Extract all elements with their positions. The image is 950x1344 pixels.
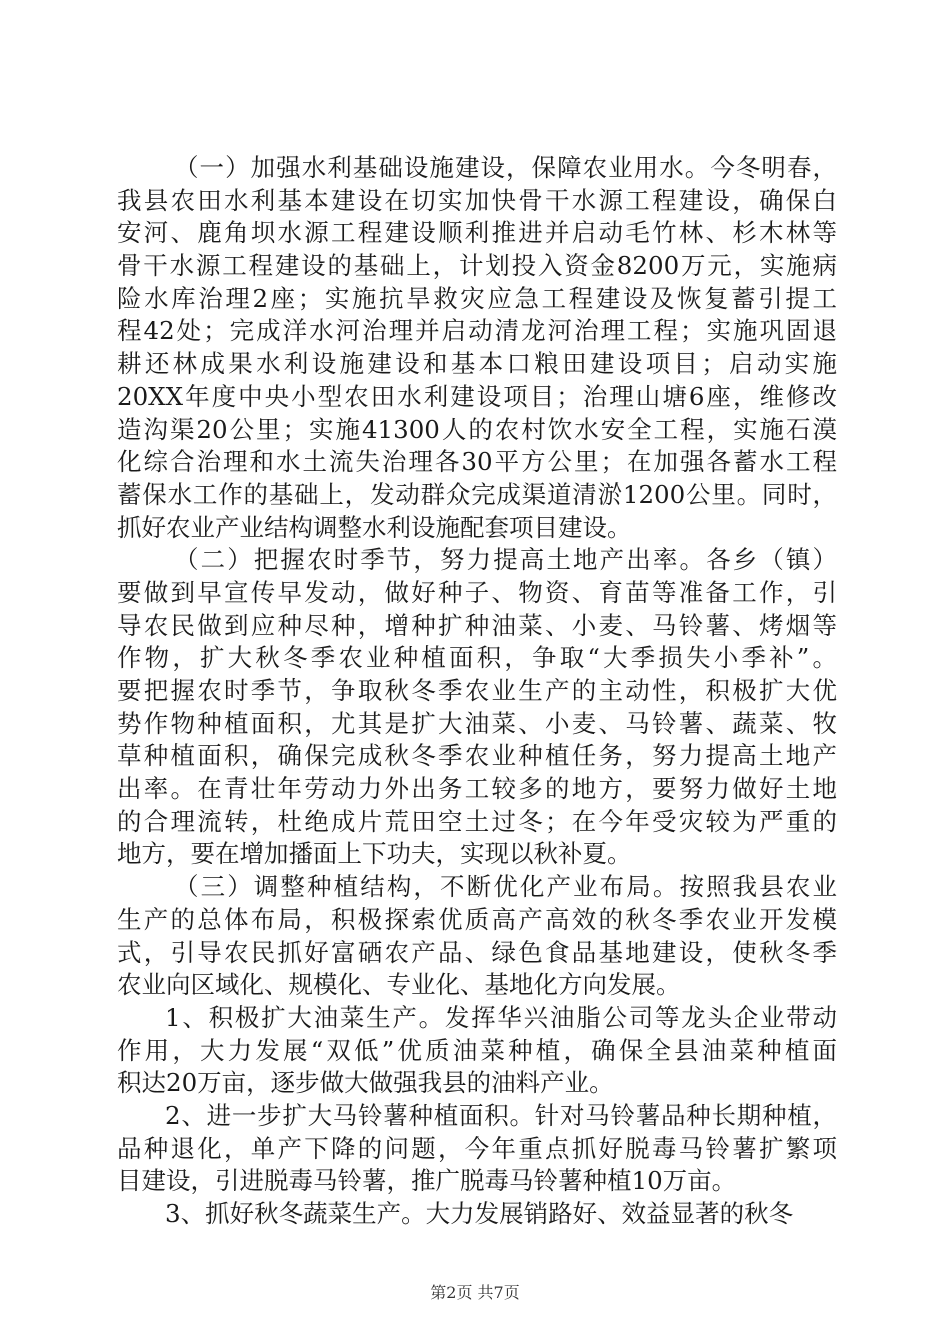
text-line: 安河、鹿角坝水源工程建设顺利推进并启动毛竹林、杉木林等 [117, 218, 837, 248]
text-line: 势作物种植面积，尤其是扩大油菜、小麦、马铃薯、蔬菜、牧 [117, 708, 837, 738]
text-line: 我县农田水利基本建设在切实加快骨干水源工程建设，确保白 [117, 185, 837, 215]
text-line: 导农民做到应种尽种，增种扩种油菜、小麦、马铃薯、烤烟等 [117, 610, 837, 640]
text-line: 生产的总体布局，积极探索优质高产高效的秋冬季农业开发模 [117, 904, 837, 934]
text-line: 2、进一步扩大马铃薯种植面积。针对马铃薯品种长期种植， [165, 1100, 837, 1130]
text-line: （一）加强水利基础设施建设，保障农业用水。今冬明春， [174, 153, 837, 182]
text-line: 蓄保水工作的基础上，发动群众完成渠道清淤1200公里。同时， [117, 479, 837, 509]
text-line: 地方，要在增加播面上下功夫，实现以秋补夏。 [117, 839, 632, 869]
text-line: 险水库治理2座；实施抗旱救灾应急工程建设及恢复蓄引提工 [117, 283, 837, 313]
text-line: （三）调整种植结构，不断优化产业布局。按照我县农业 [174, 872, 837, 902]
paragraph [117, 1100, 837, 1198]
text-line: 耕还林成果水利设施建设和基本口粮田建设项目；启动实施 [117, 349, 837, 379]
text-line: 要把握农时季节，争取秋冬季农业生产的主动性，积极扩大优 [117, 676, 837, 705]
text-line: 抓好农业产业结构调整水利设施配套项目建设。 [117, 512, 632, 542]
page-footer: 第2页 共7页 [430, 1283, 520, 1302]
text-line: 1、积极扩大油菜生产。发挥华兴油脂公司等龙头企业带动 [165, 1002, 837, 1032]
text-line: 作物，扩大秋冬季农业种植面积，争取“大季损失小季补”。 [117, 643, 837, 673]
text-line: 20XX年度中央小型农田水利建设项目；治理山塘6座，维修改 [117, 381, 837, 411]
text-line: 要做到早宣传早发动，做好种子、物资、育苗等准备工作，引 [117, 577, 837, 607]
text-line: 出率。在青壮年劳动力外出务工较多的地方，要努力做好土地 [117, 774, 837, 804]
paragraph [117, 1002, 837, 1100]
paragraph [117, 1198, 837, 1231]
text-line: 式，引导农民抓好富硒农产品、绿色食品基地建设，使秋冬季 [117, 937, 837, 967]
text-line: 的合理流转，杜绝成片荒田空土过冬；在今年受灾较为严重的 [117, 806, 837, 836]
paragraph [117, 152, 837, 544]
text-line: 3、抓好秋冬蔬菜生产。大力发展销路好、效益显著的秋冬 [165, 1199, 794, 1228]
document-body [117, 152, 837, 1231]
text-line: 品种退化，单产下降的问题，今年重点抓好脱毒马铃薯扩繁项 [117, 1133, 837, 1163]
text-line: （二）把握农时季节，努力提高土地产出率。各乡（镇） [174, 545, 837, 575]
text-line: 骨干水源工程建设的基础上，计划投入资金8200万元，实施病 [117, 251, 837, 281]
text-line: 目建设，引进脱毒马铃薯，推广脱毒马铃薯种植10万亩。 [117, 1166, 737, 1196]
text-line: 草种植面积，确保完成秋冬季农业种植任务，努力提高土地产 [117, 741, 837, 771]
text-line: 农业向区域化、规模化、专业化、基地化方向发展。 [117, 970, 681, 1000]
text-line: 造沟渠20公里；实施41300人的农村饮水安全工程，实施石漠 [117, 414, 837, 444]
text-line: 作用，大力发展“双低”优质油菜种植，确保全县油菜种植面 [117, 1035, 837, 1065]
text-line: 程42处；完成洋水河治理并启动清龙河治理工程；实施巩固退 [117, 316, 837, 346]
paragraph [117, 544, 837, 871]
paragraph [117, 871, 837, 1002]
text-line: 化综合治理和水土流失治理各30平方公里；在加强各蓄水工程 [117, 447, 837, 477]
text-line: 积达20万亩，逐步做大做强我县的油料产业。 [117, 1068, 614, 1098]
